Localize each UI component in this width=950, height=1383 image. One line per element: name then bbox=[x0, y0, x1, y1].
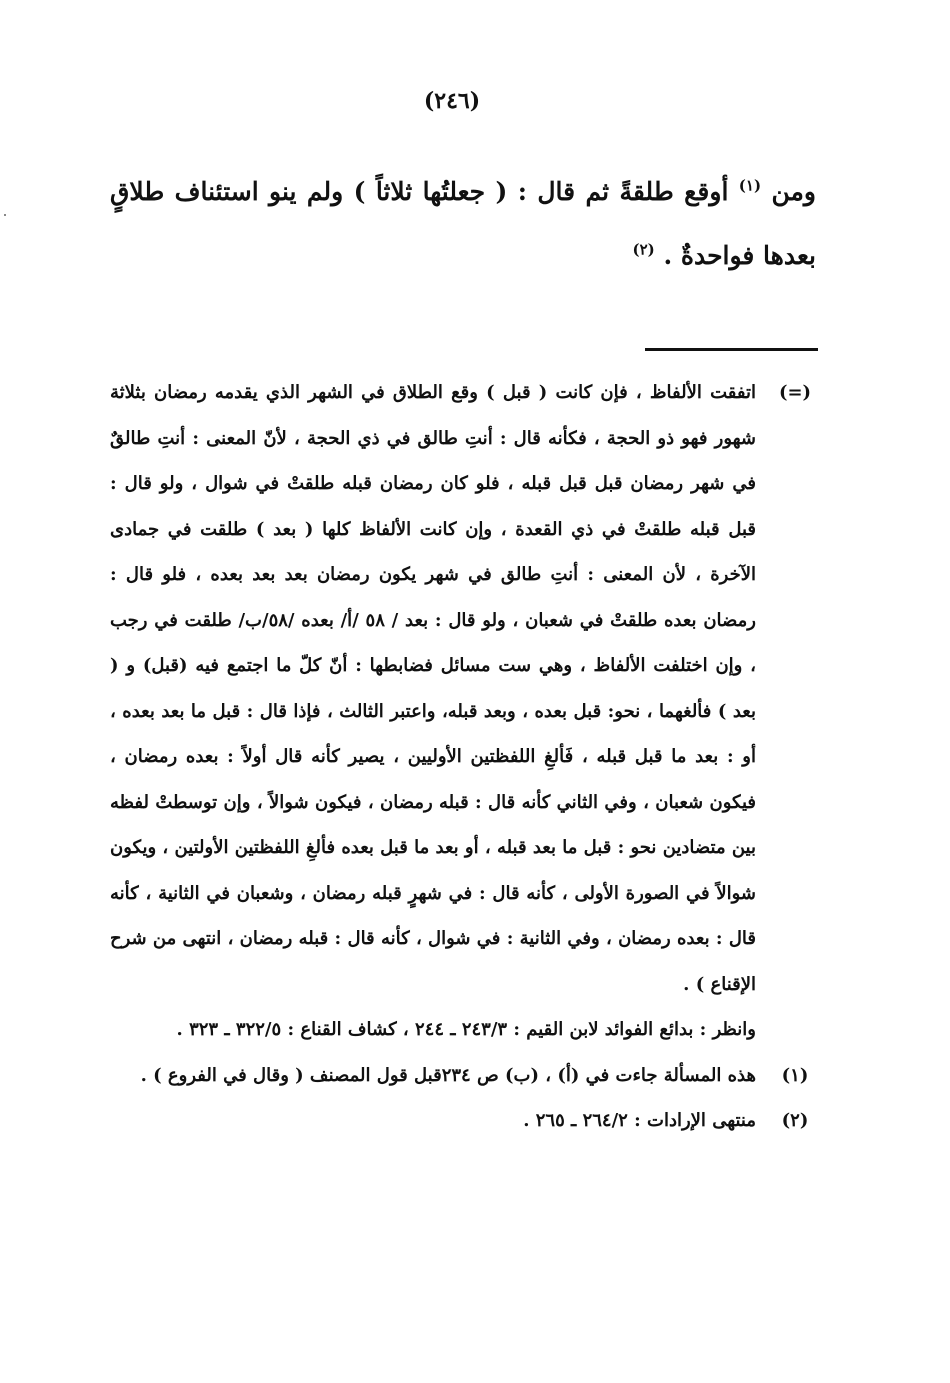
footnote-2-text: منتهى الإرادات : ٢٦٤/٢ ـ ٢٦٥ . bbox=[523, 1110, 756, 1131]
footnote-2-marker: (٢) bbox=[781, 1110, 809, 1131]
main-text-paragraph bbox=[110, 160, 816, 288]
main-text-body: أوقع طلقةً ثم قال : ( جعلتُها ثلاثاً ) ولم ينو استئناف طلاقٍ بعدها فواحدةٌ . bbox=[110, 177, 816, 270]
footnote-2 bbox=[110, 1098, 816, 1144]
footnote-1-text: هذه المسألة جاءت في (أ) ، (ب) ص ٢٣٤قبل قول المصنف ( وقال في الفروع ) . bbox=[140, 1064, 756, 1086]
scan-margin-speck bbox=[4, 214, 6, 216]
footnote-continuation-marker: (=) bbox=[778, 382, 812, 403]
footnote-references-text: وانظر : بدائع الفوائد لابن القيم : ٢٤٣/٣ ـ ٢٤٤ ، كشاف القناع : ٣٢٢/٥ ـ ٣٢٣ . bbox=[176, 1019, 756, 1040]
footnote-1-body bbox=[110, 1053, 756, 1099]
page-number: (٢٤٦) bbox=[423, 88, 481, 114]
footnote-1-marker: (١) bbox=[781, 1064, 809, 1086]
footnote-continuation-body bbox=[110, 370, 756, 1053]
footnote-1 bbox=[110, 1053, 816, 1099]
footnote-reference-1: (١) bbox=[738, 176, 762, 195]
footnote-2-body bbox=[110, 1098, 756, 1144]
footnotes-section bbox=[110, 370, 816, 1144]
footnote-separator-line bbox=[645, 348, 818, 351]
footnote-continuation bbox=[110, 370, 816, 1053]
main-text-opening: ومن bbox=[771, 177, 816, 206]
footnote-continuation-text: اتفقت الألفاظ ، فإن كانت ( قبل ) وقع الطلاق في الشهر الذي يقدمه رمضان بثلاثة شهور فهو ذو الحجة ، فكأنه قال : أنتِ طالق في ذي الحجة ، لأنّ المعنى : أنتِ طالقٌ في شهر رمضان قبل قبل قبله ، فلو كان رمضان قبله طلقتْ في شوال ، ولو قال : قبل قبله طلقتْ في ذي القعدة ، وإن كانت الألفاظ كلها ( بعد ) طلقت في جمادى الآخرة ، لأن المعنى : أنتِ طالق في شهر يكون رمضان بعد بعد بعده ، فلو قال : رمضان بعده طلقتْ في شعبان ، ولو قال : بعد / ٥٨ /أ/ بعده /٥٨/ب/ طلقت في رجب ، وإن اختلفت الألفاظ ، وهي ست مسائل فضابطها : أنّ كلّ ما اجتمع فيه (قبل) و ( بعد ) فألغهما ، نحو: قبل بعده ، وبعد قبله، واعتبر الثالث ، فإذا قال : قبل ما بعد بعده ، أو : بعد ما قبل قبله ، فَألغِ اللفظتين الأوليين ، يصير كأنه قال أولاً : بعده رمضان ، فيكون شعبان ، وفي الثاني كأنه قال : قبله رمضان ، فيكون شوالاً ، وإن توسطتْ لفظه بين متضادين نحو : قبل ما بعد قبله ، أو بعد ما قبل بعده فألغِ اللفظتين الأولتين ، ويكون شوالاً في الصورة الأولى ، كأنه قال : في شهرٍ قبله رمضان ، وشعبان في الثانية ، كأنه قال : بعده رمضان ، وفي الثانية : في شوال ، كأنه قال : قبله رمضان ، انتهى من شرح الإقناع ) . bbox=[109, 382, 757, 995]
footnote-reference-2: (٢) bbox=[632, 240, 655, 259]
